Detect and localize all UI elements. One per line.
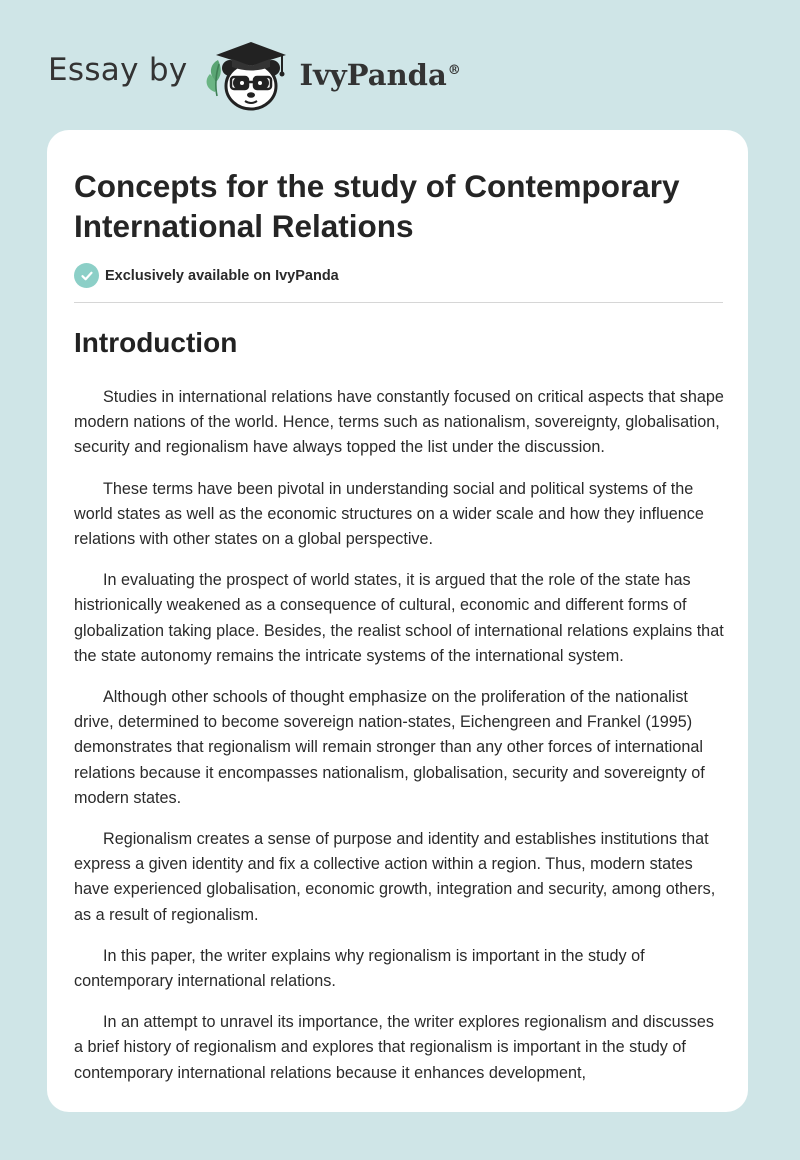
title-divider [74,302,723,303]
essay-title: Concepts for the study of Contemporary International Relations [74,168,680,244]
paragraph: Studies in international relations have constantly focused on critical aspects that shape modern nations of the world. Hence, terms such as nationalism, sovereignty, globalisation, security and regionalism have always topped the list under the discussion. [74,388,724,457]
brand-name [300,58,461,92]
essay-body [74,385,726,1102]
panda-graduate-logo-icon [202,34,294,114]
essay-card [47,130,748,1112]
site-header-brand[interactable] [48,34,461,114]
exclusive-badge-label: Exclusively available on IvyPanda [105,267,339,284]
brand-prefix: Essay by [48,52,188,88]
paragraph: In this paper, the writer explains why regionalism is important in the study of contemporary international relations. [74,946,645,991]
paragraph: Regionalism creates a sense of purpose and identity and establishes institutions that express a given identity and fix a collective action within a region. Thus, modern states have experienced globalisation, economic growth, integration and security, among others, as a result of regionalism. [74,830,716,924]
exclusive-badge [74,263,339,288]
paragraph: Although other schools of thought emphasize on the proliferation of the nationalist drive, determined to become sovereign nation-states, Eichengreen and Frankel (1995) demonstrates that regionalism will remain stronger than any other forces of international relations because it encompasses nationalism, globalisation, security and sovereignty of modern states. [74,688,705,807]
paragraph: In evaluating the prospect of world states, it is argued that the role of the state has histrionically weakened as a consequence of cultural, economic and different forms of globalization taking place. Besides, the realist school of international relations explains that the state autonomy remains the intricate systems of the international system. [74,571,724,665]
check-circle-icon [74,263,99,288]
paragraph: In an attempt to unravel its importance, the writer explores regionalism and discusses a brief history of regionalism and explores that regionalism is important in the study of contemporary international relations because it enhances development, [74,1013,714,1082]
section-heading: Introduction [74,327,238,358]
paragraph: These terms have been pivotal in understanding social and political systems of the world states as well as the economic structures on a wider scale and how they influence relations with other states on a global perspective. [74,479,704,549]
registered-mark: ® [447,63,461,79]
brand-name-text: IvyPanda [299,58,447,92]
